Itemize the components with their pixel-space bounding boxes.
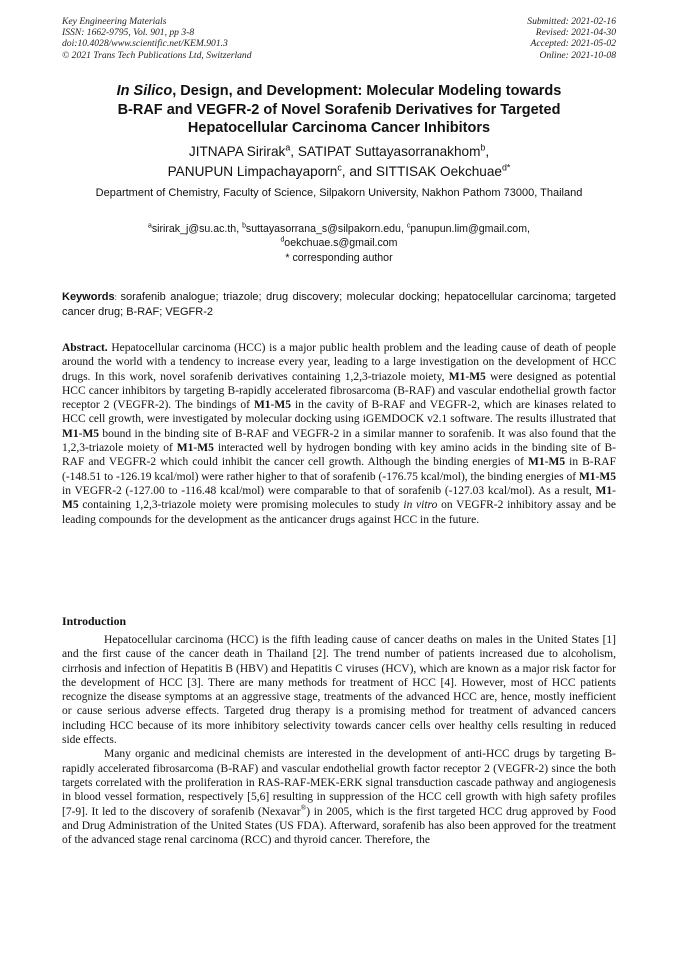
compound-dash: - [544,456,549,469]
author-4: SITTISAK Oekchuae [375,163,502,179]
abstract-text: containing 1,2,3-triazole moiety were promising molecules to study [78,499,404,512]
journal-doi: doi:10.4028/www.scientific.net/KEM.901.3 [62,38,228,50]
compound-dash: - [612,484,616,497]
registered-mark: ® [300,802,307,812]
date-accepted: Accepted: 2021-05-02 [530,38,616,50]
intro-paragraph-2 [62,747,616,847]
compound-dash: - [270,399,275,412]
compound-dash: - [78,427,83,440]
abstract-text: were designed as potential HCC cancer inhibitors by targeting B-rapidly accelerated fibrosarcoma (B-RAF) and vascular endothelial growth factor receptor 2 (VEGFR-2). The bindings of [62,370,616,412]
date-online: Online: 2021-10-08 [539,49,616,61]
email-c-sup: c [406,222,411,230]
intro-text: ) in 2005, which is the first targeted HCC drug approved by Food and Drug Administration of the United States (US FDA). Afterward, sorafenib has also been approved for the treatment of the advanced stage renal carcinoma (RCC) and thyroid cancer. Therefore, the [62,805,616,847]
journal-copyright: © 2021 Trans Tech Publications Ltd, Switzerland [62,49,252,61]
journal-header [62,16,616,61]
author-3-sup: c [337,161,342,172]
affiliation: Department of Chemistry, Faculty of Science, Silpakorn University, Nakhon Pathom 73000, Thailand [95,187,583,199]
email-b: suttayasorrana_s@silpakorn.edu [245,223,401,235]
corresponding-note: * corresponding author [285,251,393,264]
journal-issn: ISSN: 1662-9795, Vol. 901, pp 3-8 [62,27,195,39]
compound-m1: M1 [528,456,545,469]
keywords-colon: : [114,293,121,302]
journal-name: Key Engineering Materials [62,16,167,27]
abstract-text: in VEGFR-2 (-127.00 to -116.48 kcal/mol) were comparable to that of sorafenib (-127.03 kcal/mol). As a result, [62,484,596,497]
email-c: panupun.lim@gmail.com [410,223,528,235]
compound-dash: - [465,370,470,383]
abstract [62,341,616,527]
compound-m1: M1 [595,484,613,497]
keywords-label: Keywords [62,291,115,303]
compound-m1: M1 [448,370,466,383]
paper-title [62,82,616,138]
compound-m5: M5 [62,499,79,512]
abstract-text: on VEGFR-2 inhibitory assay and be leading compounds for the development as the anticancer drugs against HCC in the future. [62,499,616,526]
abstract-text: in B-RAF (-148.51 to -126.19 kcal/mol) were rather higher to that of sorafenib (-176.75 kcal/mol), the binding energies of [62,456,616,483]
compound-m5: M5 [599,470,616,483]
author-emails: $^a$sirirak_j@su.ac.th, $^b$suttayasorrana_s@silpakorn.edu, $^c$panupun.lim@gmail.com, $^d$oekchuae.s@gmail.com * corresponding author [62,222,616,265]
title-italic: In Silico [116,83,173,99]
compound-m1: M1 [578,470,596,483]
compound-m1: M1 [253,399,271,412]
author-1-sup: a [285,142,291,153]
title-line-2: B-RAF and VEGFR-2 of Novel Sorafenib Derivatives for Targeted [117,101,561,118]
author-3: PANUPUN Limpachayaporn [167,163,338,179]
author-2: SATIPAT Suttayasorranakhom [297,144,481,159]
compound-m5: M5 [469,370,486,383]
author-1: JITNAPA Sirirak [188,144,286,159]
email-b-sup: b [242,222,246,230]
author-separator: , [485,144,490,159]
title-line-3: Hepatocellular Carcinoma Cancer Inhibitors [187,120,491,136]
author-2-sup: b [480,142,486,153]
compound-dash: - [193,442,198,455]
date-revised: Revised: 2021-04-30 [535,27,616,39]
journal-info [62,16,252,61]
email-a-sup: a [148,222,152,230]
date-submitted: Submitted: 2021-02-16 [527,16,616,27]
email-d: oekchuae.s@gmail.com [284,237,398,250]
intro-text: Many organic and medicinal chemists are interested in the development of anti-HCC drugs by targeting B-rapidly accelerated fibrosarcoma (B-RAF) and vascular endothelial growth factor receptor 2 (VEGFR-2) since the both targets correlated with the proliferation in RAS-RAF-MEK-ERK signal transduction cascade pathway and angiogenesis in blood vessel formation, respectively [5,6] resulting in suppression of the HCC cell growth with high safety profiles [7-9]. It led to the discovery of sorafenib (Nexavar [62,748,616,818]
email-a: sirirak_j@su.ac.th [151,223,237,235]
email-d-sup: d [280,236,285,244]
compound-m5: M5 [548,456,566,469]
compound-m5: M5 [274,399,291,412]
abstract-text: in the cavity of B-RAF and VEGFR-2, which are kinases related to HCC cell growth, were investigated by molecular docking using iGEMDOCK v2.1 software. The results illustrated that [62,399,616,426]
abstract-text: Hepatocellular carcinoma (HCC) is a major public health problem and the leading cause of death of people around the world with a tendency to increase every year, leading to a large investigation on the development of HCC drugs. In this work, novel sorafenib derivatives containing 1,2,3-triazole moiety, [62,342,616,383]
author-separator: , [290,144,298,159]
compound-m5: M5 [82,427,100,440]
in-vitro: in vitro [403,499,438,512]
publication-dates [527,16,616,61]
author-4-sup: d* [502,161,511,172]
introduction-body [62,633,616,847]
keywords-text: sorafenib analogue; triazole; drug discovery; molecular docking; hepatocellular carcinoma; targeted cancer drug; B-RAF; VEGFR-2 [62,291,616,319]
introduction-heading: Introduction [62,614,127,628]
author-and: , and [341,163,376,179]
abstract-text: interacted well by hydrogen bonding with key amino acids in the binding site of B-RAF and VEGFR-2 which could inhibit the cancer cell growth. Although the binding energies of [62,442,617,469]
abstract-label: Abstract. [62,342,108,354]
abstract-text: bound in the binding site of B-RAF and VEGFR-2 in a similar manner to sorafenib. It was also found that the 1,2,3-triazole moiety of [62,427,616,455]
author-list [62,142,616,181]
keywords [62,290,616,320]
compound-m5: M5 [197,442,214,455]
compound-m1: M1 [62,427,79,440]
intro-paragraph-1: Hepatocellular carcinoma (HCC) is the fifth leading cause of cancer deaths on males in the United States [1] and the first cause of the cancer death in Thailand [2]. The trend number of patients increased due to alcoholism, cirrhosis and infection of Hepatitis B (HBV) and Hepatitis C viruses (HCV), which are known as a major risk factor for the development of HCC [3]. There are many methods for treatment of HCC [4]. However, most of HCC patients recognize the disease symptoms at an aggressive stage, treatments of the advanced HCC are, hence, mostly inefficient or cause serious adverse effects. Targeted drug therapy is a promising method for treatment of advanced cancers including HCC because of its more inhibitory selectivity towards cancer cells over healthy cells resulting in reduced side effects. [62,634,616,747]
compound-dash: - [595,470,600,483]
compound-m1: M1 [176,442,194,455]
title-line-1: , Design, and Development: Molecular Modeling towards [172,83,562,99]
